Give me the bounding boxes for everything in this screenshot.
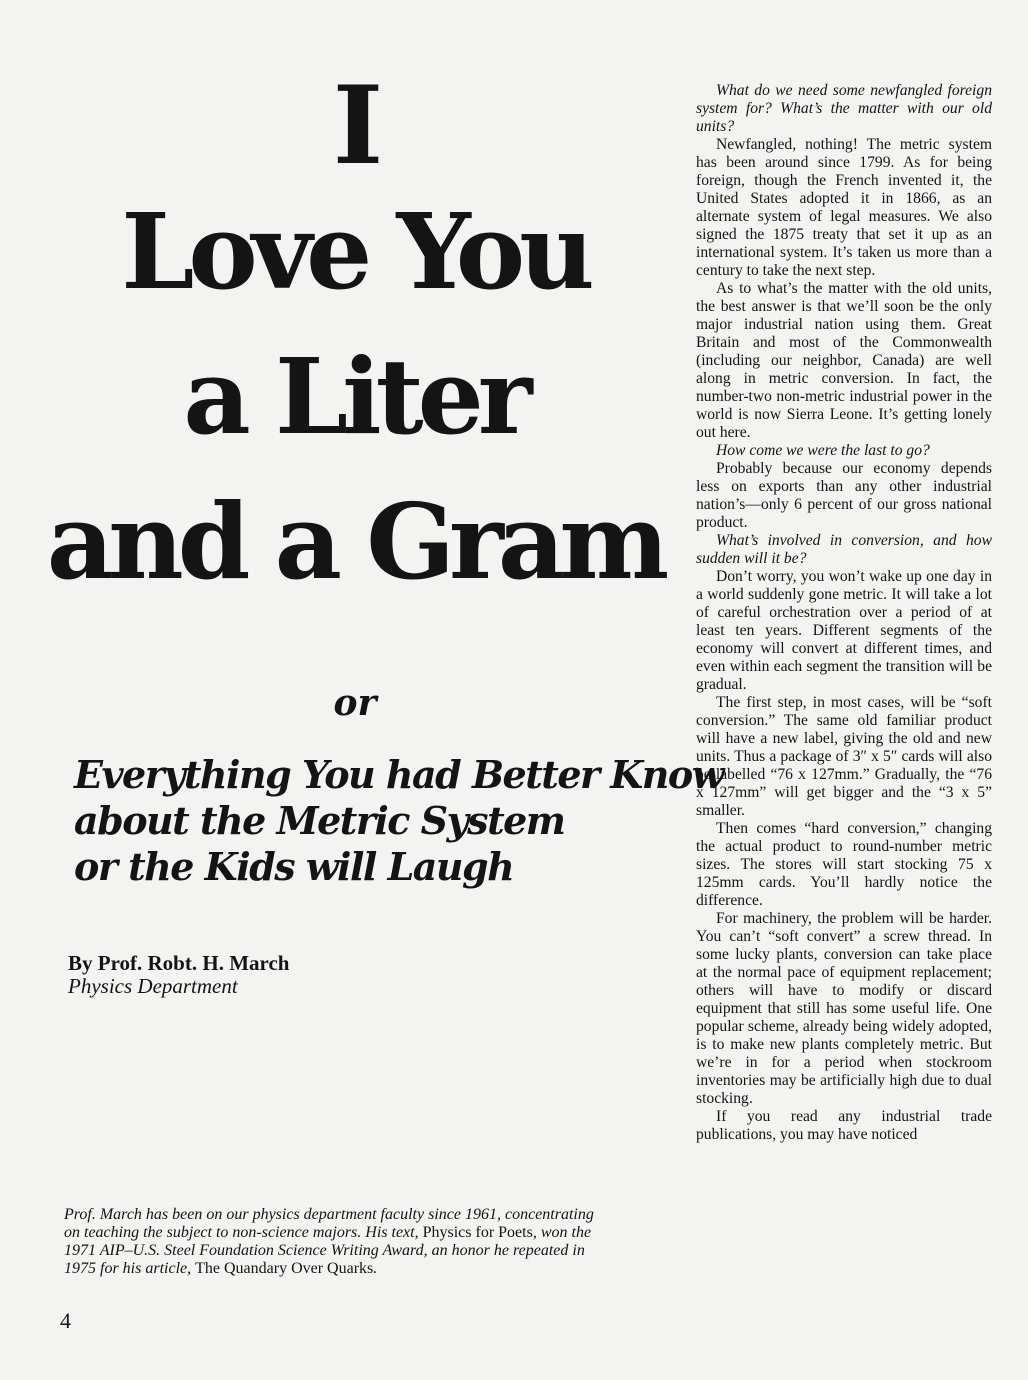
- article-question: How come we were the last to go?: [716, 442, 930, 459]
- article-question: What do we need some newfangled foreign system for? What’s the matter with our old units?: [696, 82, 992, 135]
- author-bio: [64, 1206, 594, 1278]
- bio-text-1: Prof. March has been on our physics department faculty since 1961, concentrating on teaching the subject to non-science majors. His text,: [64, 1206, 594, 1241]
- subtitle-line-2: about the Metric System: [74, 798, 565, 843]
- author-department: Physics Department: [68, 974, 238, 998]
- author-name: By Prof. Robt. H. March: [68, 951, 290, 975]
- title-conjunction: or: [333, 682, 377, 724]
- article-paragraph: As to what’s the matter with the old units, the best answer is that we’ll soon be the only major industrial nation using them. Great Britain and most of the Commonwealth (including our neighbor, Canada) are well along in metric conversion. In fact, the number-two non-metric industrial power in the world is now Sierra Leone. It’s getting lonely out here.: [696, 280, 992, 441]
- article-column: [696, 82, 992, 1144]
- article-paragraph: Don’t worry, you won’t wake up one day in a world suddenly gone metric. It will take a lot of careful orchestration over a period of at least ten years. Different segments of the economy will convert at different times, and even within each segment the transition will be gradual.: [696, 568, 992, 693]
- subtitle-line-1: Everything You had Better Know: [74, 752, 723, 797]
- title-line-2: Love You: [121, 190, 589, 313]
- page-number: 4: [60, 1308, 71, 1333]
- article-paragraph: Probably because our economy depends less on exports than any other industrial nation’s—only 6 percent of our gross national product.: [696, 460, 992, 531]
- bio-text-3: .: [373, 1260, 378, 1277]
- byline: [68, 952, 289, 998]
- article-question: What’s involved in conversion, and how sudden will it be?: [696, 532, 992, 567]
- title-line-1: I: [332, 63, 378, 189]
- subtitle: [74, 752, 723, 890]
- title-line-4: and a Gram: [46, 480, 664, 603]
- bio-text-2: , won the 1971 AIP–U.S. Steel Foundation Science Writing Award, an honor he repeated in 1975 for his article,: [64, 1224, 592, 1277]
- article-paragraph: Then comes “hard conversion,” changing the actual product to round-number metric sizes. The stores will start stocking 75 x 125mm cards. You’ll hardly notice the difference.: [696, 820, 992, 909]
- subtitle-line-3: or the Kids will Laugh: [74, 844, 514, 889]
- article-paragraph: Newfangled, nothing! The metric system has been around since 1799. As for being foreign, though the French invented it, the United States adopted it in 1866, as an alternate system of legal measures. We also signed the 1875 treaty that set it up as an international system. It’s taken us more than a century to take the next step.: [696, 136, 992, 279]
- article-paragraph: The first step, in most cases, will be “soft conversion.” The same old familiar product will have a new label, giving the old and new units. Thus a package of 3″ x 5″ cards will also be labelled “76 x 127mm.” Gradually, the “76 x 127mm” will get bigger and the “3 x 5” smaller.: [696, 694, 992, 819]
- article-paragraph: For machinery, the problem will be harder. You can’t “soft convert” a screw thread. In some lucky plants, conversion can take place at the normal pace of equipment replacement; others will have to modify or discard equipment that still has some useful life. One popular scheme, already being widely adopted, is to make new plants completely metric. But we’re in for a period when stockroom inventories may be artificially high due to dual stocking.: [696, 910, 992, 1107]
- bio-book-title-1: Physics for Poets: [422, 1224, 533, 1241]
- title-line-3: a Liter: [183, 335, 527, 458]
- bio-book-title-2: The Quandary Over Quarks: [195, 1260, 374, 1277]
- article-paragraph: If you read any industrial trade publications, you may have noticed: [696, 1108, 992, 1143]
